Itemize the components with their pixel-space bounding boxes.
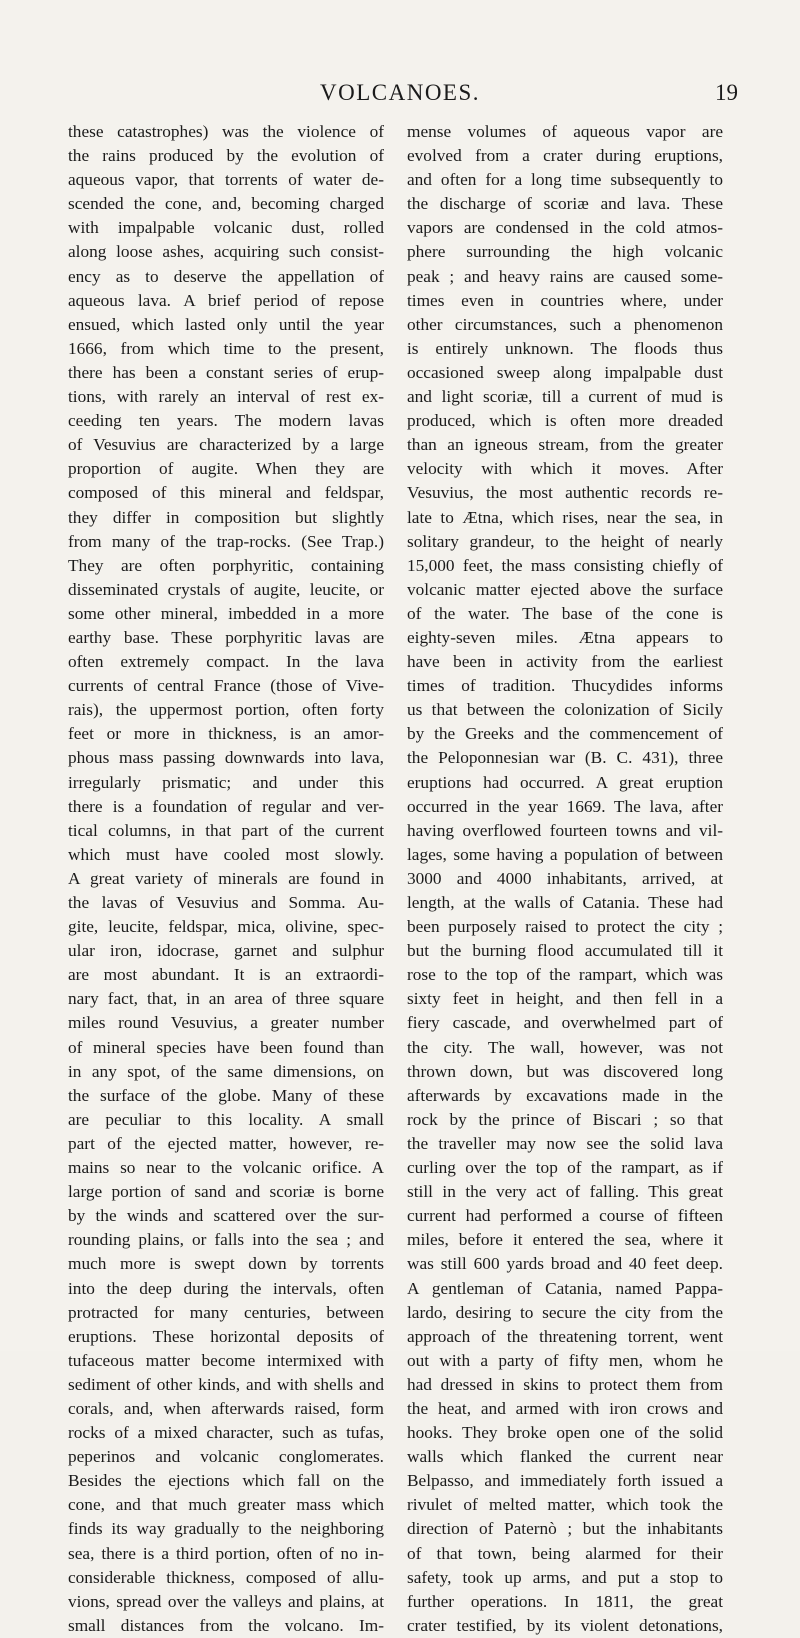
text-line: with impalpable volcanic dust, rolled [68,218,384,238]
text-line: these catastrophes) was the violence of [68,122,384,141]
text-line: ency as to deserve the appellation of [68,266,384,286]
text-line: further operations. In 1811, the great [407,1591,723,1611]
text-line: solitary grandeur, to the height of nearly [407,531,723,551]
text-line: composed of this mineral and feldspar, [68,483,384,503]
text-line: peperinos and volcanic conglomerates. [68,1447,384,1467]
text-line: was still 600 yards broad and 40 feet deep. [407,1254,723,1274]
text-line: scended the cone, and, becoming charged [68,194,384,214]
text-line: fiery cascade, and overwhelmed part of [407,1013,723,1033]
text-line: ular iron, idocrase, garnet and sulphur [68,941,384,961]
right-column [407,120,723,1638]
text-line: are peculiar to this locality. A small [68,1109,384,1129]
text-line: than an igneous stream, from the greater [407,435,723,455]
text-line: corals, and, when afterwards raised, form [68,1398,384,1418]
text-line: length, at the walls of Catania. These had [407,893,723,912]
text-line: had dressed in skins to protect them from [407,1374,723,1394]
text-line: of that town, being alarmed for their [407,1543,723,1563]
text-line: ensued, which lasted only until the year [68,314,384,334]
text-line: large portion of sand and scoriæ is borne [68,1182,384,1202]
text-line: hooks. They broke open one of the solid [407,1423,723,1443]
text-line: the lavas of Vesuvius and Somma. Au- [68,893,384,912]
text-line: into the deep during the intervals, often [68,1278,384,1298]
text-line: often extremely compact. In the lava [68,652,384,672]
text-line: current had performed a course of fifteen [407,1206,723,1226]
text-line: disseminated crystals of augite, leucite, or [68,579,384,599]
text-line: produced, which is often more dreaded [407,411,723,431]
page-number: 19 [715,80,738,105]
text-line: the surface of the globe. Many of these [68,1085,384,1105]
text-line: A great variety of minerals are found in [68,868,384,888]
text-line: thrown down, but was discovered long [407,1061,723,1081]
text-line: lardo, desiring to secure the city from the [407,1302,723,1322]
text-line: Belpasso, and immediately forth issued a [407,1471,723,1491]
text-line: from many of the trap-rocks. (See Trap.) [68,531,384,551]
text-line: along loose ashes, acquiring such consist- [68,242,384,262]
text-line: considerable thickness, composed of allu- [68,1567,384,1587]
text-line: eighty-seven miles. Ætna appears to [407,627,723,647]
text-line: rocks of a mixed character, such as tufas, [68,1423,384,1443]
text-line: times even in countries where, under [407,290,723,310]
text-line: there has been a constant series of erup- [68,362,384,382]
text-line: part of the ejected matter, however, re- [68,1133,384,1153]
text-line: us that between the colonization of Sicily [407,700,723,720]
text-line: curling over the top of the rampart, as if [407,1158,723,1178]
running-head [40,80,760,110]
text-line: evolved from a crater during eruptions, [407,146,723,166]
text-line: rais), the uppermost portion, often forty [68,700,384,720]
text-line: in any spot, of the same dimensions, on [68,1061,384,1081]
text-line: tical columns, in that part of the current [68,820,384,840]
text-line: some other mineral, imbedded in a more [68,603,384,623]
text-line: sea, there is a third portion, often of no in- [68,1543,384,1563]
text-line: protracted for many centuries, between [68,1302,384,1322]
text-line: the city. The wall, however, was not [407,1037,723,1057]
text-line: peak ; and heavy rains are caused some- [407,266,723,286]
text-line: 15,000 feet, the mass consisting chiefly of [407,555,723,575]
text-line: vions, spread over the valleys and plains, at [68,1591,384,1611]
text-line: the discharge of scoriæ and lava. These [407,194,723,214]
text-line: out with a party of fifty men, whom he [407,1350,723,1370]
text-line: occasioned sweep along impalpable dust [407,362,723,382]
text-line: times of tradition. Thucydides informs [407,676,723,696]
text-line: tions, with rarely an interval of rest ex- [68,387,384,407]
text-line: Besides the ejections which fall on the [68,1471,384,1491]
text-line: there is a foundation of regular and ver- [68,796,384,816]
text-line: of Vesuvius are characterized by a large [68,435,384,455]
text-line: safety, took up arms, and put a stop to [407,1567,723,1587]
text-line: They are often porphyritic, containing [68,555,384,575]
text-line: having overflowed fourteen towns and vil- [407,820,723,840]
text-line: eruptions had occurred. A great eruption [407,772,723,792]
text-line: nary fact, that, in an area of three square [68,989,384,1009]
text-line: and light scoriæ, till a current of mud is [407,387,723,407]
text-line: by the Greeks and the commencement of [407,724,723,744]
text-line: 1666, from which time to the present, [68,338,384,358]
text-line: afterwards by excavations made in the [407,1085,723,1105]
text-line: sixty feet in height, and then fell in a [407,989,723,1009]
text-line: proportion of augite. When they are [68,459,384,479]
text-line: approach of the threatening torrent, went [407,1326,723,1346]
text-line: 3000 and 4000 inhabitants, arrived, at [407,868,723,888]
text-line: crater testified, by its violent detonations, [407,1615,723,1635]
text-line: aqueous lava. A brief period of repose [68,290,384,310]
text-line: gite, leucite, feldspar, mica, olivine, spec- [68,917,384,937]
text-line: mense volumes of aqueous vapor are [407,122,723,141]
text-line: they differ in composition but slightly [68,507,384,527]
text-line: direction of Paternò ; but the inhabitants [407,1519,723,1539]
text-line: is entirely unknown. The floods thus [407,338,723,358]
text-line: Vesuvius, the most authentic records re- [407,483,723,503]
text-line: but the burning flood accumulated till it [407,941,723,961]
page-title: VOLCANOES. [319,80,481,105]
text-line: miles, before it entered the sea, where it [407,1230,723,1250]
text-line: and often for a long time subsequently to [407,170,723,190]
text-line: A gentleman of Catania, named Pappa- [407,1278,723,1298]
text-line: mains so near to the volcanic orifice. A [68,1158,384,1178]
text-line: feet or more in thickness, is an amor- [68,724,384,744]
text-line: are most abundant. It is an extraordi- [68,965,384,985]
text-line: tufaceous matter become intermixed with [68,1350,384,1370]
text-line: been purposely raised to protect the city ; [407,917,723,937]
text-line: miles round Vesuvius, a greater number [68,1013,384,1033]
text-line: which must have cooled most slowly. [68,844,384,864]
text-line: finds its way gradually to the neighboring [68,1519,384,1539]
text-line: vapors are condensed in the cold atmos- [407,218,723,238]
text-line: late to Ætna, which rises, near the sea, in [407,507,723,527]
text-line: rounding plains, or falls into the sea ; and [68,1230,384,1250]
text-line: have been in activity from the earliest [407,652,723,672]
text-line: the heat, and armed with iron crows and [407,1398,723,1418]
text-line: by the winds and scattered over the sur- [68,1206,384,1226]
text-line: cone, and that much greater mass which [68,1495,384,1515]
text-line: irregularly prismatic; and under this [68,772,384,792]
text-line: still in the very act of falling. This great [407,1182,723,1202]
text-line: currents of central France (those of Vive- [68,676,384,696]
text-line: of the water. The base of the cone is [407,603,723,623]
text-line: the traveller may now see the solid lava [407,1133,723,1153]
text-line: aqueous vapor, that torrents of water de- [68,170,384,190]
text-line: eruptions. These horizontal deposits of [68,1326,384,1346]
text-line: sediment of other kinds, and with shells and [68,1374,384,1394]
text-line: the rains produced by the evolution of [68,146,384,166]
text-line: of mineral species have been found than [68,1037,384,1057]
text-line: earthy base. These porphyritic lavas are [68,627,384,647]
text-line: volcanic matter ejected above the surface [407,579,723,599]
text-line: rose to the top of the rampart, which was [407,965,723,985]
text-line: the Peloponnesian war (B. C. 431), three [407,748,723,768]
text-line: ceeding ten years. The modern lavas [68,411,384,431]
text-line: rock by the prince of Biscari ; so that [407,1109,723,1129]
text-line: walls which flanked the current near [407,1447,723,1467]
text-line: phere surrounding the high volcanic [407,242,723,262]
left-column [68,120,384,1638]
text-line: much more is swept down by torrents [68,1254,384,1274]
text-line: small distances from the volcano. Im- [68,1615,384,1635]
text-line: other circumstances, such a phenomenon [407,314,723,334]
text-line: velocity with which it moves. After [407,459,723,479]
text-line: phous mass passing downwards into lava, [68,748,384,768]
text-line: occurred in the year 1669. The lava, after [407,796,723,816]
text-line: rivulet of melted matter, which took the [407,1495,723,1515]
text-line: lages, some having a population of between [407,844,723,864]
